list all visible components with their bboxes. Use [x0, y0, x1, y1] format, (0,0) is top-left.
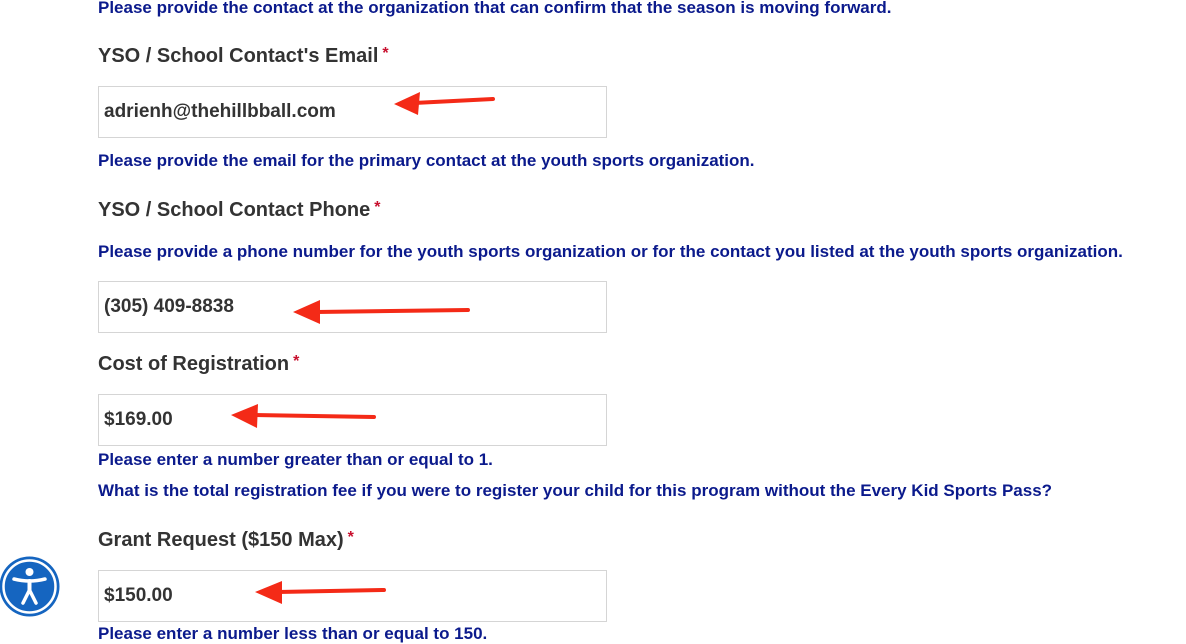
- grant-label-text: Grant Request ($150 Max): [98, 529, 344, 551]
- red-arrow-icon: [228, 402, 383, 434]
- red-arrow-icon: [252, 578, 392, 610]
- required-asterisk: *: [293, 353, 300, 370]
- email-help-text: Please provide the email for the primary contact at the youth sports organization.: [98, 151, 755, 170]
- required-asterisk: *: [347, 529, 354, 546]
- email-input[interactable]: [98, 86, 607, 138]
- email-label-text: YSO / School Contact's Email: [98, 45, 379, 67]
- cost-min-help-text: Please enter a number greater than or equal to 1.: [98, 450, 493, 469]
- red-arrow-icon: [290, 296, 480, 328]
- phone-label: [98, 198, 380, 222]
- required-asterisk: *: [382, 45, 389, 62]
- contact-help-text: Please provide the contact at the organization that can confirm that the season is moving forward.: [98, 0, 892, 17]
- grant-label: [98, 528, 354, 552]
- cost-description-text: What is the total registration fee if you were to register your child for this program without the Every Kid Sports Pass?: [98, 481, 1053, 500]
- accessibility-button[interactable]: [0, 555, 61, 618]
- grant-help-text: Please enter a number less than or equal to 150.: [98, 624, 488, 643]
- cost-label-text: Cost of Registration: [98, 353, 290, 375]
- email-label: [98, 44, 389, 68]
- required-asterisk: *: [374, 199, 381, 216]
- phone-help-text: Please provide a phone number for the youth sports organization or for the contact you listed at the youth sports organization.: [98, 242, 1123, 261]
- phone-label-text: YSO / School Contact Phone: [98, 199, 371, 221]
- red-arrow-icon: [390, 86, 500, 122]
- cost-label: [98, 352, 299, 376]
- accessibility-icon: [0, 555, 61, 618]
